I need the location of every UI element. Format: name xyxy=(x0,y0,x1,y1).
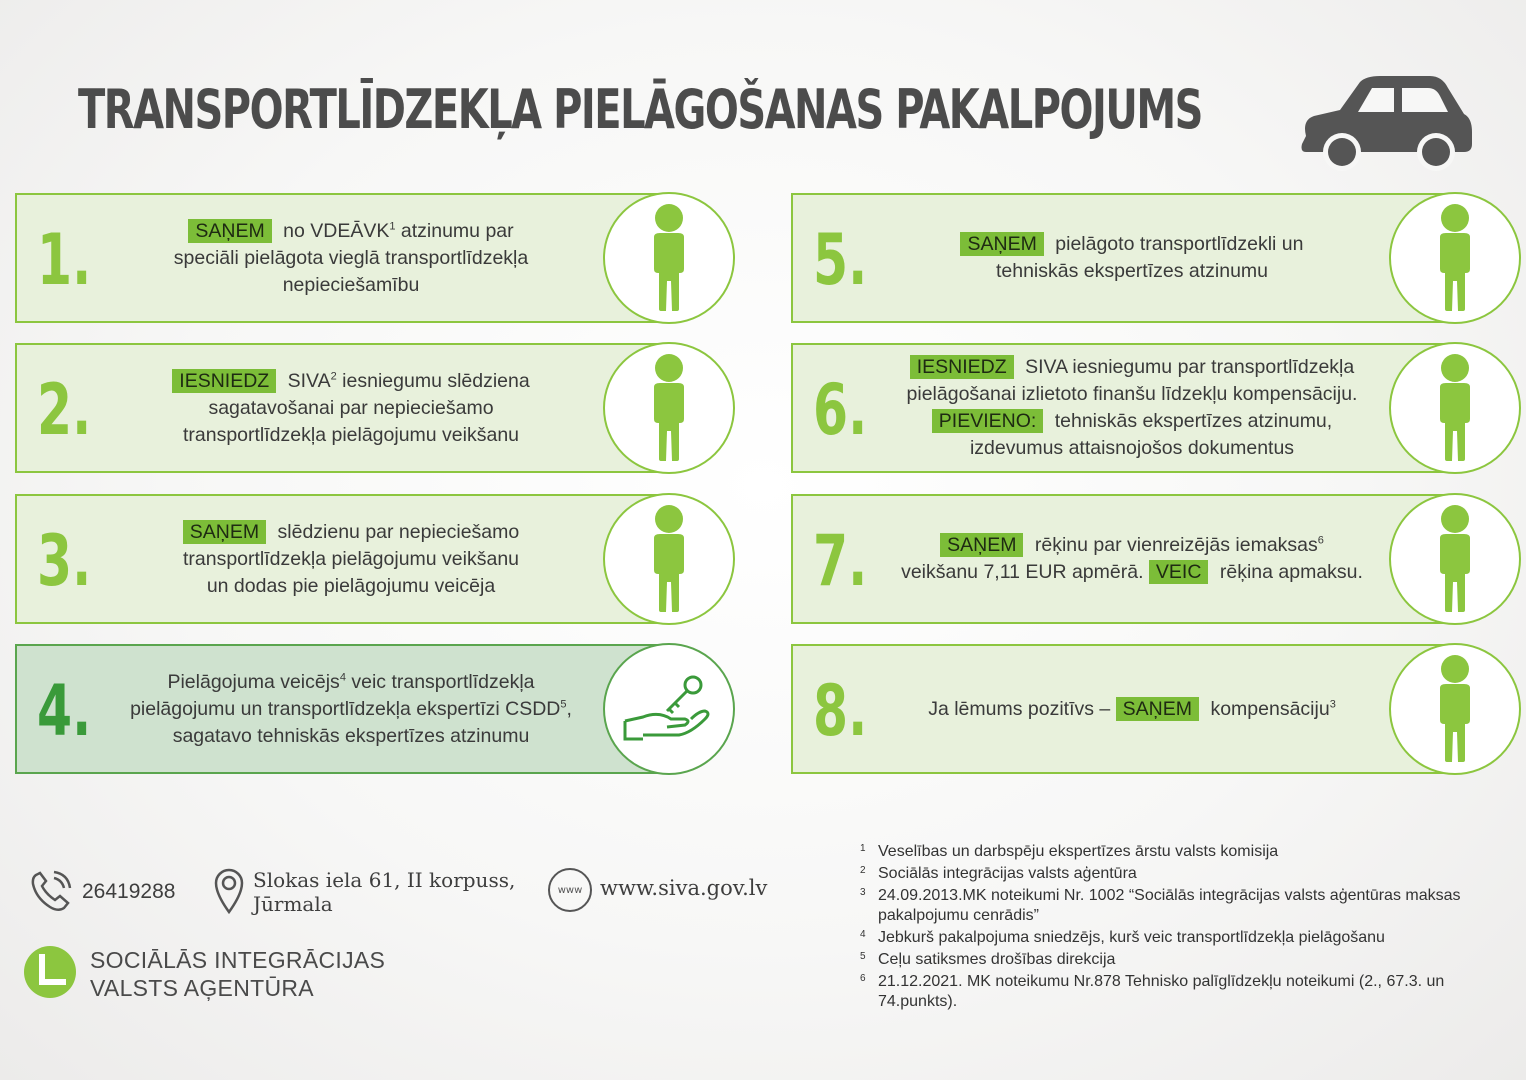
person-icon xyxy=(603,192,735,324)
step-card-3 xyxy=(15,494,665,624)
step-text-line xyxy=(910,354,1355,381)
step-text-line xyxy=(207,573,495,600)
action-tag: SAŅEM xyxy=(940,533,1023,557)
step-text-line xyxy=(183,422,519,449)
step-text-line xyxy=(183,546,519,573)
location-pin-icon xyxy=(212,866,246,914)
footnotes xyxy=(860,842,1510,1014)
step-card-6 xyxy=(791,343,1451,473)
step-text-line xyxy=(188,218,513,245)
step-card-1 xyxy=(15,193,665,323)
step-text-line xyxy=(960,231,1303,258)
footnote-number: 3 xyxy=(860,887,866,898)
step-number: 4. xyxy=(37,670,92,752)
footnote-text: Ceļu satiksmes drošības direkcija xyxy=(878,951,1116,968)
step-text-segment: veikšanu 7,11 EUR apmērā. xyxy=(901,561,1149,583)
step-card-7 xyxy=(791,494,1451,624)
person-icon xyxy=(1389,192,1521,324)
step-card-2 xyxy=(15,343,665,473)
footnote-number: 1 xyxy=(860,843,866,854)
person-icon xyxy=(1389,643,1521,775)
step-text-segment: SIVA iesniegumu par transportlīdzekļa xyxy=(1019,356,1355,378)
step-card-5 xyxy=(791,193,1451,323)
step-text-segment: nepieciešamību xyxy=(282,273,420,296)
siva-logo-icon xyxy=(24,944,76,1000)
page-title: TRANSPORTLĪDZEKĻA PIELĀGOŠANAS PAKALPOJUMS xyxy=(78,78,1202,141)
action-tag: PIEVIENO: xyxy=(932,409,1044,433)
step-number: 1. xyxy=(37,219,92,301)
step-number: 8. xyxy=(813,670,868,752)
step-text-segment: iesniegumu slēdziena xyxy=(336,369,530,392)
footnote-number: 6 xyxy=(860,973,866,984)
step-text-line xyxy=(928,696,1336,723)
footnote-text: 21.12.2021. MK noteikumu Nr.878 Tehnisko palīglīdzekļu noteikumi (2., 67.3. un 74.punkts). xyxy=(878,973,1445,1010)
step-text-segment: sagatavo tehniskās ekspertīzes atzinumu xyxy=(172,724,530,747)
footnote xyxy=(860,842,1510,862)
action-tag: IESNIEDZ xyxy=(910,355,1014,379)
phone-number[interactable]: 26419288 xyxy=(82,880,176,903)
footnote xyxy=(860,950,1510,970)
address-line-1: Slokas iela 61, II korpuss, xyxy=(253,868,516,892)
action-tag: SAŅEM xyxy=(183,520,266,544)
step-text-segment: Ja lēmums pozitīvs – xyxy=(928,697,1116,720)
footnote xyxy=(860,864,1510,884)
step-text-line xyxy=(173,723,530,750)
step-text-line xyxy=(932,408,1332,435)
step-text-segment: tehniskās ekspertīzes atzinumu xyxy=(995,260,1269,282)
step-text xyxy=(107,646,595,772)
footnote-text: 24.09.2013.MK noteikumi Nr. 1002 “Sociālās integrācijas valsts aģentūras maksas pakalpojumu cenrādis” xyxy=(878,887,1461,924)
action-tag: SAŅEM xyxy=(960,232,1043,256)
step-text xyxy=(883,345,1381,471)
step-text-segment: transportlīdzekļa pielāgojumu veikšanu xyxy=(182,547,520,570)
step-text-line xyxy=(901,559,1363,586)
footnote xyxy=(860,886,1510,926)
step-text-segment: pielāgošanai izlietoto finanšu līdzekļu kompensāciju. xyxy=(906,383,1358,405)
phone-icon xyxy=(28,868,74,914)
globe-icon-text: www xyxy=(557,884,583,896)
step-text-segment: speciāli pielāgota vieglā transportlīdzekļa xyxy=(173,246,529,269)
step-text-line xyxy=(172,368,529,395)
footnote-number: 5 xyxy=(860,951,866,962)
step-text-line xyxy=(970,435,1294,462)
step-text-line xyxy=(208,395,493,422)
logo-line-1: SOCIĀLĀS INTEGRĀCIJAS xyxy=(90,947,386,973)
step-text xyxy=(883,195,1381,321)
footnote-text: Veselības un darbspēju ekspertīzes ārstu valsts komisija xyxy=(878,843,1279,860)
website-link[interactable]: www.siva.gov.lv xyxy=(600,876,768,900)
footnote-ref: 1 xyxy=(389,220,396,232)
globe-icon xyxy=(548,868,592,912)
step-number: 5. xyxy=(813,219,868,301)
footnote-text: Jebkurš pakalpojuma sniedzējs, kurš veic transportlīdzekļa pielāgošanu xyxy=(878,929,1385,946)
footnote-ref: 3 xyxy=(1329,698,1336,710)
footnote-number: 2 xyxy=(860,865,866,876)
step-text-segment: pielāgojumu un transportlīdzekļa ekspertīzi CSDD xyxy=(130,697,561,720)
step-card-4 xyxy=(15,644,665,774)
step-text-line xyxy=(907,381,1358,408)
person-icon xyxy=(603,493,735,625)
step-text-segment: tehniskās ekspertīzes atzinumu, xyxy=(1049,410,1333,432)
footnote-number: 4 xyxy=(860,929,866,940)
action-tag: VEIC xyxy=(1149,560,1209,584)
step-text xyxy=(107,195,595,321)
footnote-text: Sociālās integrācijas valsts aģentūra xyxy=(878,865,1137,882)
footnote-ref: 5 xyxy=(560,698,567,710)
step-text xyxy=(883,646,1381,772)
step-text-segment: , xyxy=(566,697,572,720)
step-text-segment: izdevumus attaisnojošos dokumentus xyxy=(969,437,1295,459)
action-tag: IESNIEDZ xyxy=(172,369,276,393)
step-number: 2. xyxy=(37,369,92,451)
step-text-segment: veic transportlīdzekļa xyxy=(345,670,535,693)
step-card-8 xyxy=(791,644,1451,774)
address-line-2: Jūrmala xyxy=(253,892,333,916)
step-text-segment: no VDEĀVK xyxy=(277,219,390,242)
step-text-segment: SIVA xyxy=(282,369,331,392)
hand-key-icon xyxy=(603,643,735,775)
step-text-segment: transportlīdzekļa pielāgojumu veikšanu xyxy=(182,423,520,446)
person-icon xyxy=(1389,342,1521,474)
step-text-line xyxy=(996,258,1268,285)
step-text-segment: un dodas pie pielāgojumu veicēja xyxy=(206,574,496,597)
step-text-segment: slēdzienu par nepieciešamo xyxy=(272,520,520,543)
action-tag: SAŅEM xyxy=(188,219,271,243)
step-number: 3. xyxy=(37,520,92,602)
footnote-ref: 6 xyxy=(1317,534,1324,547)
step-text-segment: rēķinu par vienreizējās iemaksas xyxy=(1029,534,1318,556)
action-tag: SAŅEM xyxy=(1116,697,1199,721)
logo-line-2: VALSTS AĢENTŪRA xyxy=(90,975,314,1001)
step-text xyxy=(883,496,1381,622)
car-icon xyxy=(1296,66,1474,172)
step-text-line xyxy=(167,669,534,696)
step-text-segment: pielāgoto transportlīdzekli un xyxy=(1049,233,1304,255)
step-text-line xyxy=(283,272,420,299)
step-text-segment: kompensāciju xyxy=(1205,697,1330,720)
step-text xyxy=(107,496,595,622)
step-text xyxy=(107,345,595,471)
step-text-segment: sagatavošanai par nepieciešamo xyxy=(208,396,494,419)
step-text-line xyxy=(130,696,572,723)
step-text-segment: rēķina apmaksu. xyxy=(1214,561,1363,583)
step-text-segment: Pielāgojuma veicējs xyxy=(167,670,340,693)
footnote-ref: 2 xyxy=(330,370,337,382)
step-text-line xyxy=(174,245,528,272)
person-icon xyxy=(1389,493,1521,625)
step-number: 6. xyxy=(813,369,868,451)
footnote xyxy=(860,928,1510,948)
footnote-ref: 4 xyxy=(339,671,346,683)
person-icon xyxy=(603,342,735,474)
step-text-line xyxy=(940,532,1324,559)
step-number: 7. xyxy=(813,520,868,602)
footnote xyxy=(860,972,1510,1012)
step-text-segment: atzinumu par xyxy=(395,219,514,242)
step-text-line xyxy=(183,519,520,546)
